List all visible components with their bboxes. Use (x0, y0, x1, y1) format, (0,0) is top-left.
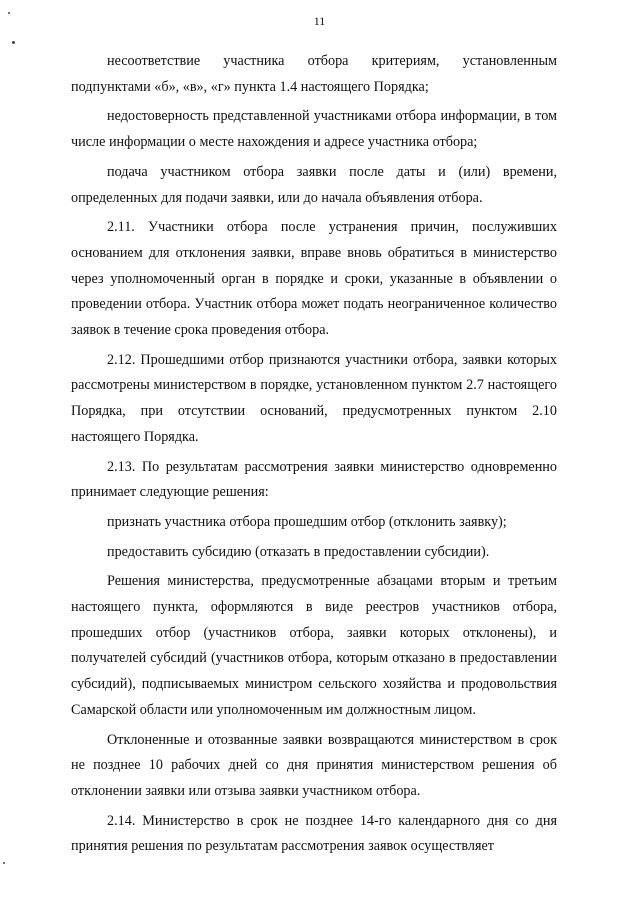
paragraph-criteria-mismatch: несоответствие участника отбора критериям, установленным подпунктами «б», «в», «г» пункта 1.4 настоящего Порядка; (71, 53, 557, 95)
paragraph-decision-recognize: признать участника отбора прошедшим отбор (отклонить заявку); (107, 513, 507, 530)
paragraph-unreliable-info: недостоверность представленной участниками отбора информации, в том числе информации о месте нахождения и адресе участника отбора; (71, 108, 557, 151)
document-body (71, 49, 557, 860)
paragraph-decision-subsidy: предоставить субсидию (отказать в предоставлении субсидии). (107, 543, 490, 560)
page-number: 11 (313, 14, 326, 28)
paragraph-returned-applications: Отклоненные и отозванные заявки возвращаются министерством в срок не позднее 10 рабочих дней со дня принятия министерством решения об отклонении заявки или отзыва заявки участником отбора. (71, 731, 557, 799)
paragraph-2-12: 2.12. Прошедшими отбор признаются участники отбора, заявки которых рассмотрены министерством в порядке, установленном пунктом 2.7 настоящего Порядка, при отсутствии оснований, предусмотренных пунктом 2.10 настоящего Порядка. (71, 351, 557, 445)
scan-speck (12, 41, 15, 44)
paragraph-2-13: 2.13. По результатам рассмотрения заявки министерство одновременно принимает следующие решения: (71, 458, 557, 501)
paragraph-2-11: 2.11. Участники отбора после устранения причин, послуживших основанием для отклонения заявки, вправе вновь обратиться в министерство через уполномоченный орган в порядке и сроки, указанные в объявлении о проведении отбора. Участник отбора может подать неограниченное количество заявок в течение срока проведения отбора. (71, 219, 557, 339)
scan-speck (3, 862, 5, 864)
paragraph-2-14: 2.14. Министерство в срок не позднее 14-го календарного дня со дня принятия решения по результатам рассмотрения заявок осуществляет (71, 812, 557, 855)
paragraph-registry-decisions: Решения министерства, предусмотренные абзацами вторым и третьим настоящего пункта, оформляются в виде реестров участников отбора, прошедших отбор (участников отбора, заявки которых отклонены), и получателей субсидий (участников отбора, которым отказано в предоставлении субсидий), подписываемых министром сельского хозяйства и продовольствия Самарской области или уполномоченным им должностным лицом. (71, 573, 557, 718)
scan-speck (8, 12, 10, 14)
paragraph-late-submission: подача участником отбора заявки после даты и (или) времени, определенных для подачи заявки, или до начала объявления отбора. (71, 163, 557, 206)
